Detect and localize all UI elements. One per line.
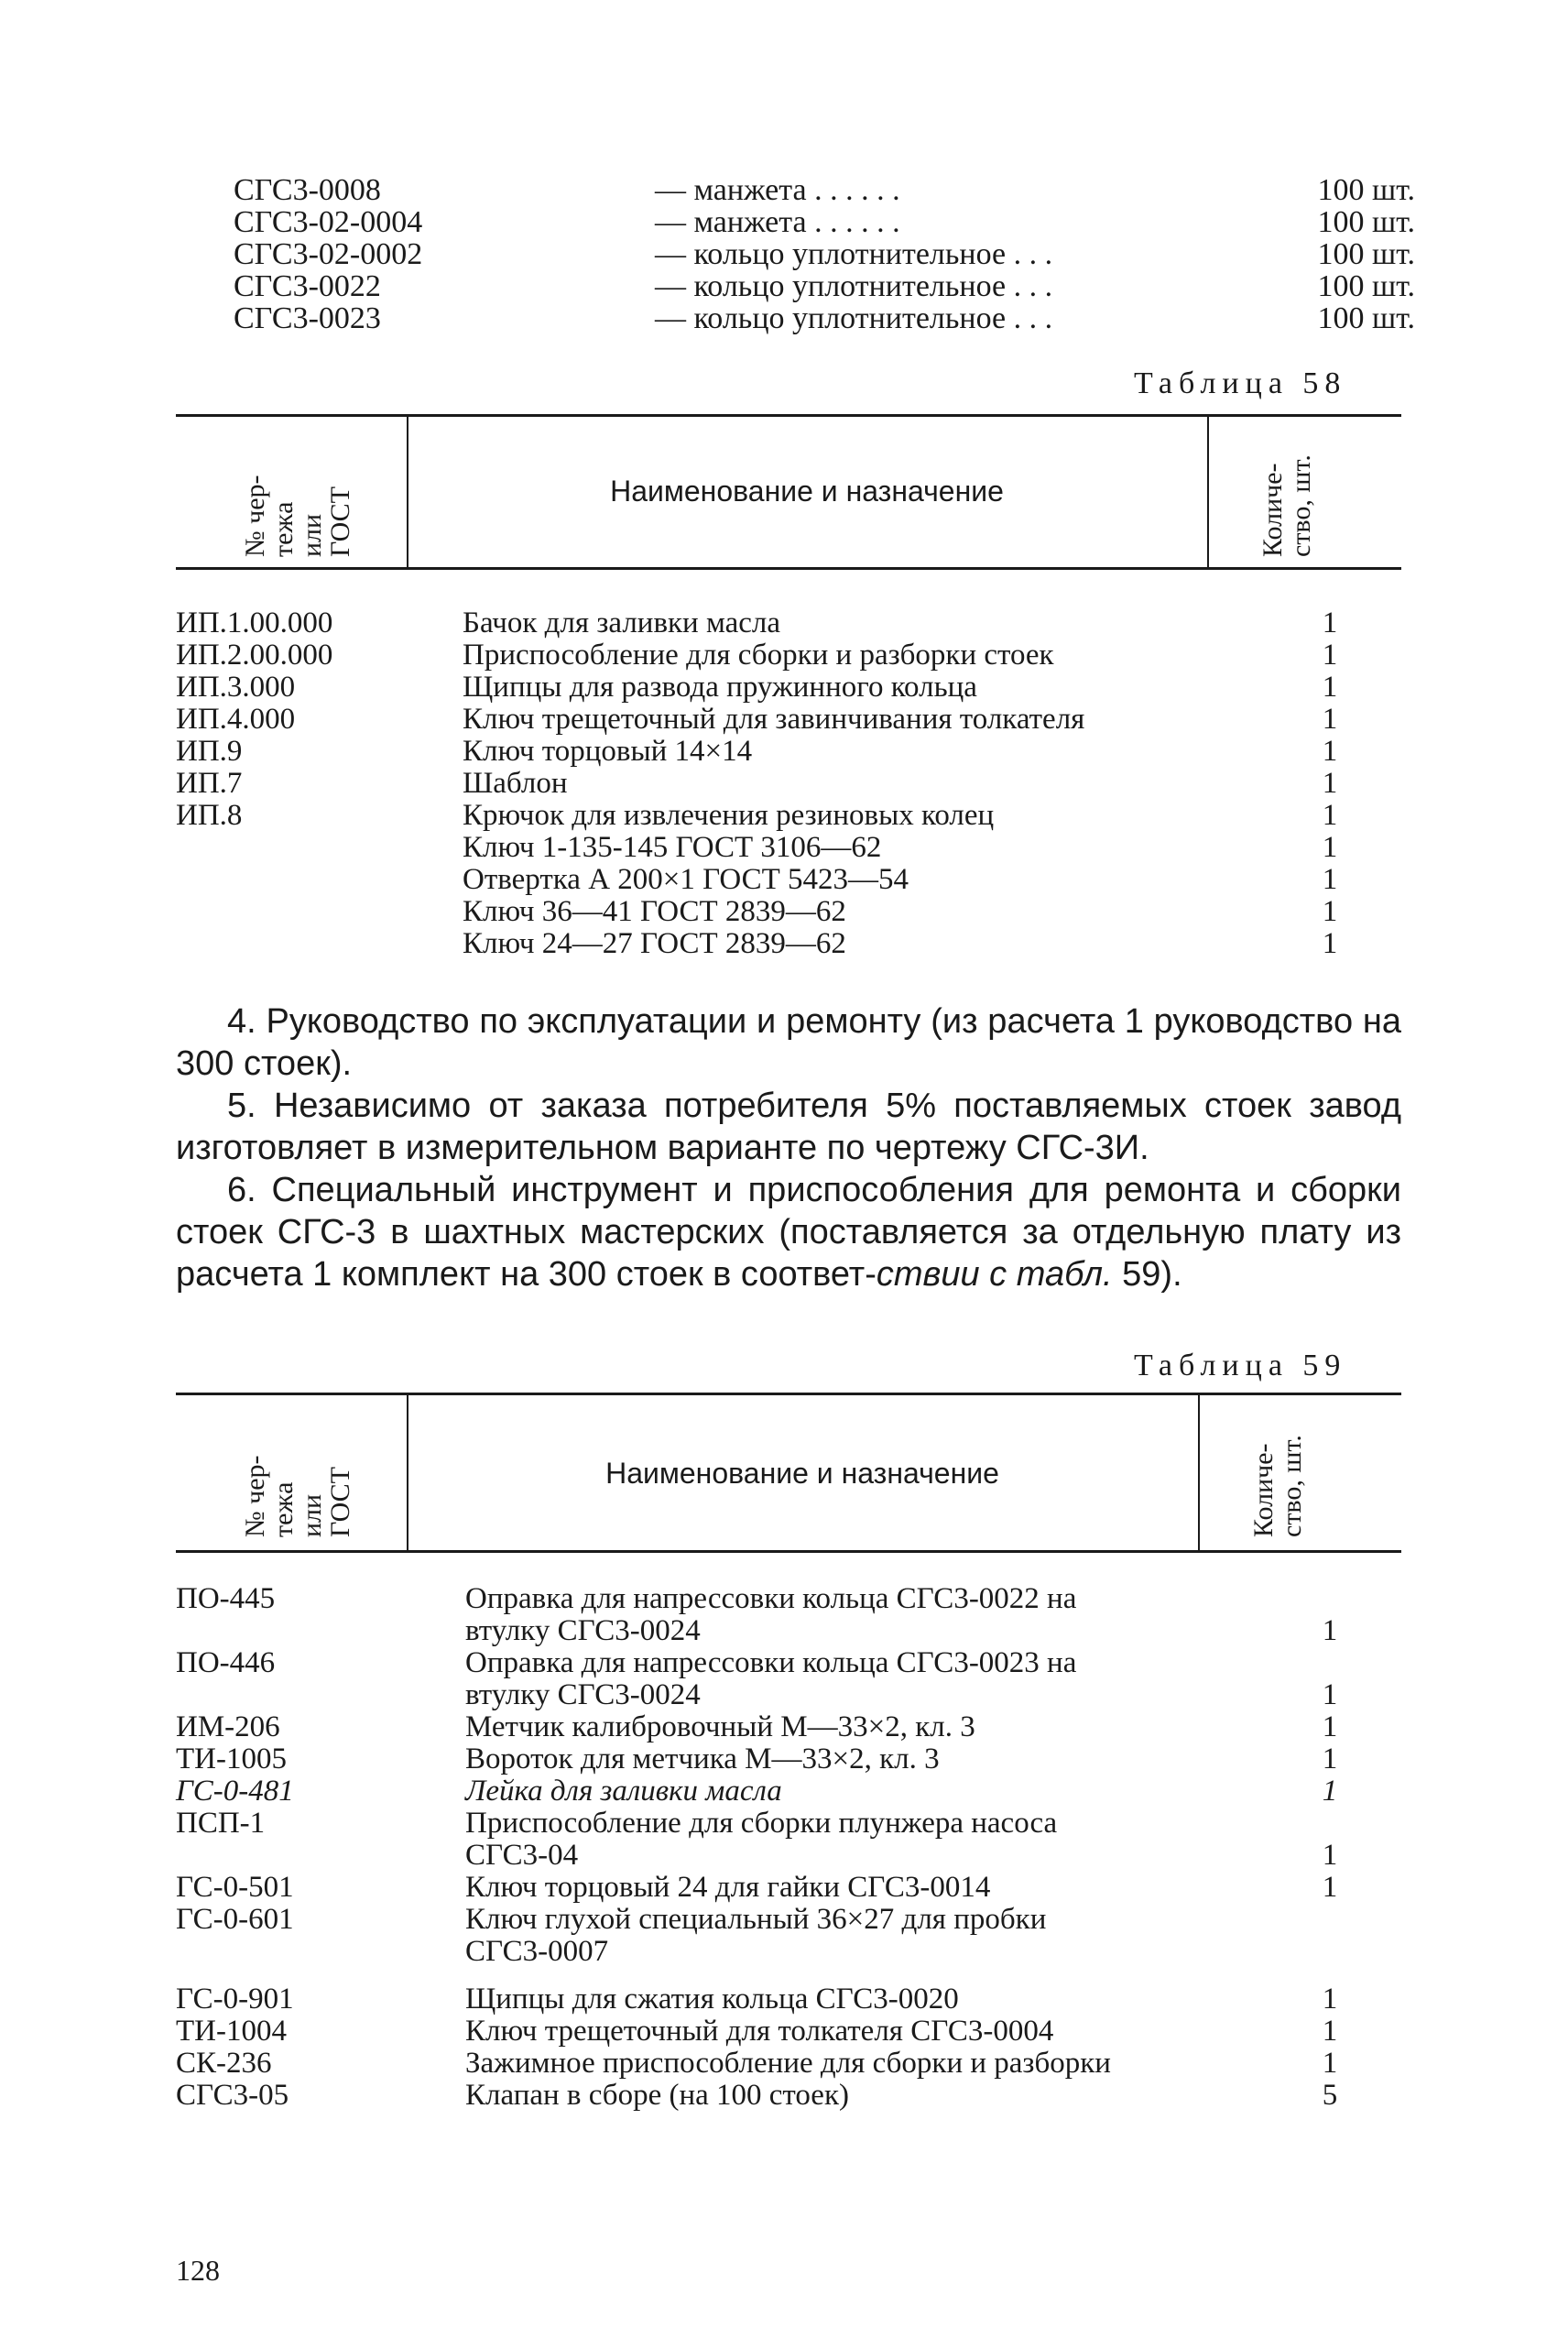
row-qty: 1 [1322, 671, 1338, 704]
row-name: Бачок для заливки масла [463, 606, 781, 639]
row-qty: 1 [1322, 1710, 1338, 1743]
row-name: Ключ трещеточный для толкателя СГС3-0004 [465, 2015, 1054, 2048]
paragraph-4: 4. Руководство по эксплуатации и ремонту (из расчета 1 руководство на 300 стоек). [176, 1002, 1401, 1083]
row-qty: 1 [1322, 1743, 1338, 1775]
row-code: ПО-446 [176, 1646, 276, 1679]
row-code: ПСП-1 [176, 1807, 266, 1840]
part-name: — манжета . . . . . . [655, 205, 900, 239]
row-code: ИП.7 [176, 767, 243, 800]
parts-list-row [234, 206, 1415, 238]
table59-col-divider-2 [1198, 1395, 1200, 1550]
row-qty: 1 [1322, 799, 1338, 832]
table58-header-name: Наименование и назначение [610, 475, 1004, 508]
row-code: ГС-0-501 [176, 1871, 294, 1904]
row-qty: 1 [1322, 2015, 1338, 2048]
part-qty: 100 шт. [1317, 205, 1415, 239]
row-code: ТИ-1004 [176, 2015, 287, 2048]
table58-col-divider-2 [1207, 417, 1209, 567]
table59-header-name: Наименование и назначение [605, 1457, 999, 1490]
row-name-line2: втулку СГС3-0024 [465, 1678, 701, 1711]
row-qty: 1 [1322, 1871, 1338, 1904]
row-name: Щипцы для развода пружинного кольца [463, 671, 977, 704]
part-qty: 100 шт. [1317, 269, 1415, 303]
table58-header-drawing-no: № чер- тежа или ГОСТ [240, 475, 355, 557]
row-name-line2: втулку СГС3-0024 [465, 1614, 701, 1647]
row-code: ИП.1.00.000 [176, 606, 333, 639]
row-qty: 1 [1322, 863, 1338, 896]
part-name: — кольцо уплотнительное . . . [655, 269, 1053, 303]
row-name: Ключ 24—27 ГОСТ 2839—62 [463, 927, 846, 960]
parts-list [234, 174, 1415, 334]
table59-top-rule [176, 1393, 1401, 1395]
row-qty: 5 [1322, 2079, 1338, 2112]
row-name: Шаблон [463, 767, 568, 800]
row-qty: 1 [1322, 639, 1338, 672]
part-qty: 100 шт. [1317, 173, 1415, 207]
row-name: Ключ трещеточный для завинчивания толкателя [463, 703, 1085, 736]
row-qty: 1 [1322, 1983, 1338, 2016]
row-name: Ключ 36—41 ГОСТ 2839—62 [463, 895, 846, 928]
row-code: ИП.4.000 [176, 703, 296, 736]
table58-header-quantity: Количе- ство, шт. [1258, 454, 1316, 557]
row-code: ГС-0-601 [176, 1903, 294, 1936]
part-code: СГС3-0008 [234, 173, 381, 207]
row-name: Щипцы для сжатия кольца СГС3-0020 [465, 1983, 959, 2016]
table59-header-quantity: Количе- ство, шт. [1248, 1435, 1307, 1537]
row-qty: 1 [1322, 927, 1338, 960]
row-code: ИМ-206 [176, 1710, 280, 1743]
row-name: Вороток для метчика М—33×2, кл. 3 [465, 1743, 940, 1775]
row-name: Крючок для извлечения резиновых колец [463, 799, 995, 832]
row-qty: 1 [1322, 1678, 1338, 1711]
row-name: Ключ глухой специальный 36×27 для пробки [465, 1903, 1047, 1936]
row-name: Клапан в сборе (на 100 стоек) [465, 2079, 849, 2112]
row-name: Приспособление для сборки и разборки стоек [463, 639, 1054, 672]
table59-header-drawing-no: № чер- тежа или ГОСТ [240, 1455, 355, 1537]
row-name: Оправка для напрессовки кольца СГС3-0022 на [465, 1582, 1077, 1615]
row-name: Отвертка А 200×1 ГОСТ 5423—54 [463, 863, 909, 896]
row-code: СК-236 [176, 2047, 272, 2080]
row-code: ИП.9 [176, 735, 243, 768]
row-name: Зажимное приспособление для сборки и разборки [465, 2047, 1111, 2080]
part-code: СГС3-0023 [234, 301, 381, 335]
row-qty: 1 [1322, 895, 1338, 928]
row-qty: 1 [1322, 1775, 1338, 1808]
row-qty: 1 [1322, 1614, 1338, 1647]
row-qty: 1 [1322, 606, 1338, 639]
table58-caption: Таблица 58 [1134, 366, 1347, 400]
parts-list-row [234, 270, 1415, 302]
row-qty: 1 [1322, 767, 1338, 800]
paragraph-5: 5. Независимо от заказа потребителя 5% поставляемых стоек завод изготовляет в измерительном варианте по чертежу СГС-3И. [176, 1087, 1401, 1167]
table58-header-rule [176, 567, 1401, 570]
row-code: ИП.3.000 [176, 671, 296, 704]
row-name: Метчик калибровочный М—33×2, кл. 3 [465, 1710, 975, 1743]
row-name: Оправка для напрессовки кольца СГС3-0023 на [465, 1646, 1077, 1679]
part-code: СГС3-02-0004 [234, 205, 423, 239]
row-code: ГС-0-481 [176, 1775, 294, 1808]
parts-list-row [234, 302, 1415, 334]
row-name: Ключ 1-135-145 ГОСТ 3106—62 [463, 831, 882, 864]
row-code: ТИ-1005 [176, 1743, 287, 1775]
parts-list-row [234, 174, 1415, 206]
row-name: Ключ торцовый 14×14 [463, 735, 753, 768]
row-name: Лейка для заливки масла [465, 1775, 782, 1808]
part-qty: 100 шт. [1317, 237, 1415, 271]
part-name: — кольцо уплотнительное . . . [655, 237, 1053, 271]
part-code: СГС3-0022 [234, 269, 381, 303]
part-code: СГС3-02-0002 [234, 237, 423, 271]
row-qty: 1 [1322, 831, 1338, 864]
paragraph-6-end: 59). [1112, 1255, 1182, 1294]
row-code: ИП.8 [176, 799, 243, 832]
page-number: 128 [176, 2254, 220, 2287]
row-qty: 1 [1322, 2047, 1338, 2080]
table59-header-rule [176, 1550, 1401, 1553]
body-text [176, 1000, 1401, 1295]
table58-top-rule [176, 414, 1401, 417]
row-qty: 1 [1322, 1839, 1338, 1872]
part-name: — кольцо уплотнительное . . . [655, 301, 1053, 335]
paragraph-6 [176, 1169, 1401, 1295]
row-qty: 1 [1322, 703, 1338, 736]
row-qty: 1 [1322, 735, 1338, 768]
row-code: ПО-445 [176, 1582, 276, 1615]
part-name: — манжета . . . . . . [655, 173, 900, 207]
row-name: Ключ торцовый 24 для гайки СГС3-0014 [465, 1871, 991, 1904]
row-name-line2: СГС3-0007 [465, 1935, 609, 1968]
table59-caption: Таблица 59 [1134, 1349, 1347, 1382]
row-name: Приспособление для сборки плунжера насоса [465, 1807, 1058, 1840]
row-name-line2: СГС3-04 [465, 1839, 579, 1872]
parts-list-row [234, 238, 1415, 270]
paragraph-6-text: 6. Специальный инструмент и приспособления для ремонта и сборки стоек СГС-3 в шахтных мастерских (поставляется за отдельную плату из расчета 1 комплект на 300 стоек в соответ- [176, 1171, 1401, 1294]
row-code: СГС3-05 [176, 2079, 289, 2112]
row-code: ГС-0-901 [176, 1983, 294, 2016]
part-qty: 100 шт. [1317, 301, 1415, 335]
paragraph-6-italic: ствии с табл. [876, 1255, 1113, 1294]
row-code: ИП.2.00.000 [176, 639, 333, 672]
